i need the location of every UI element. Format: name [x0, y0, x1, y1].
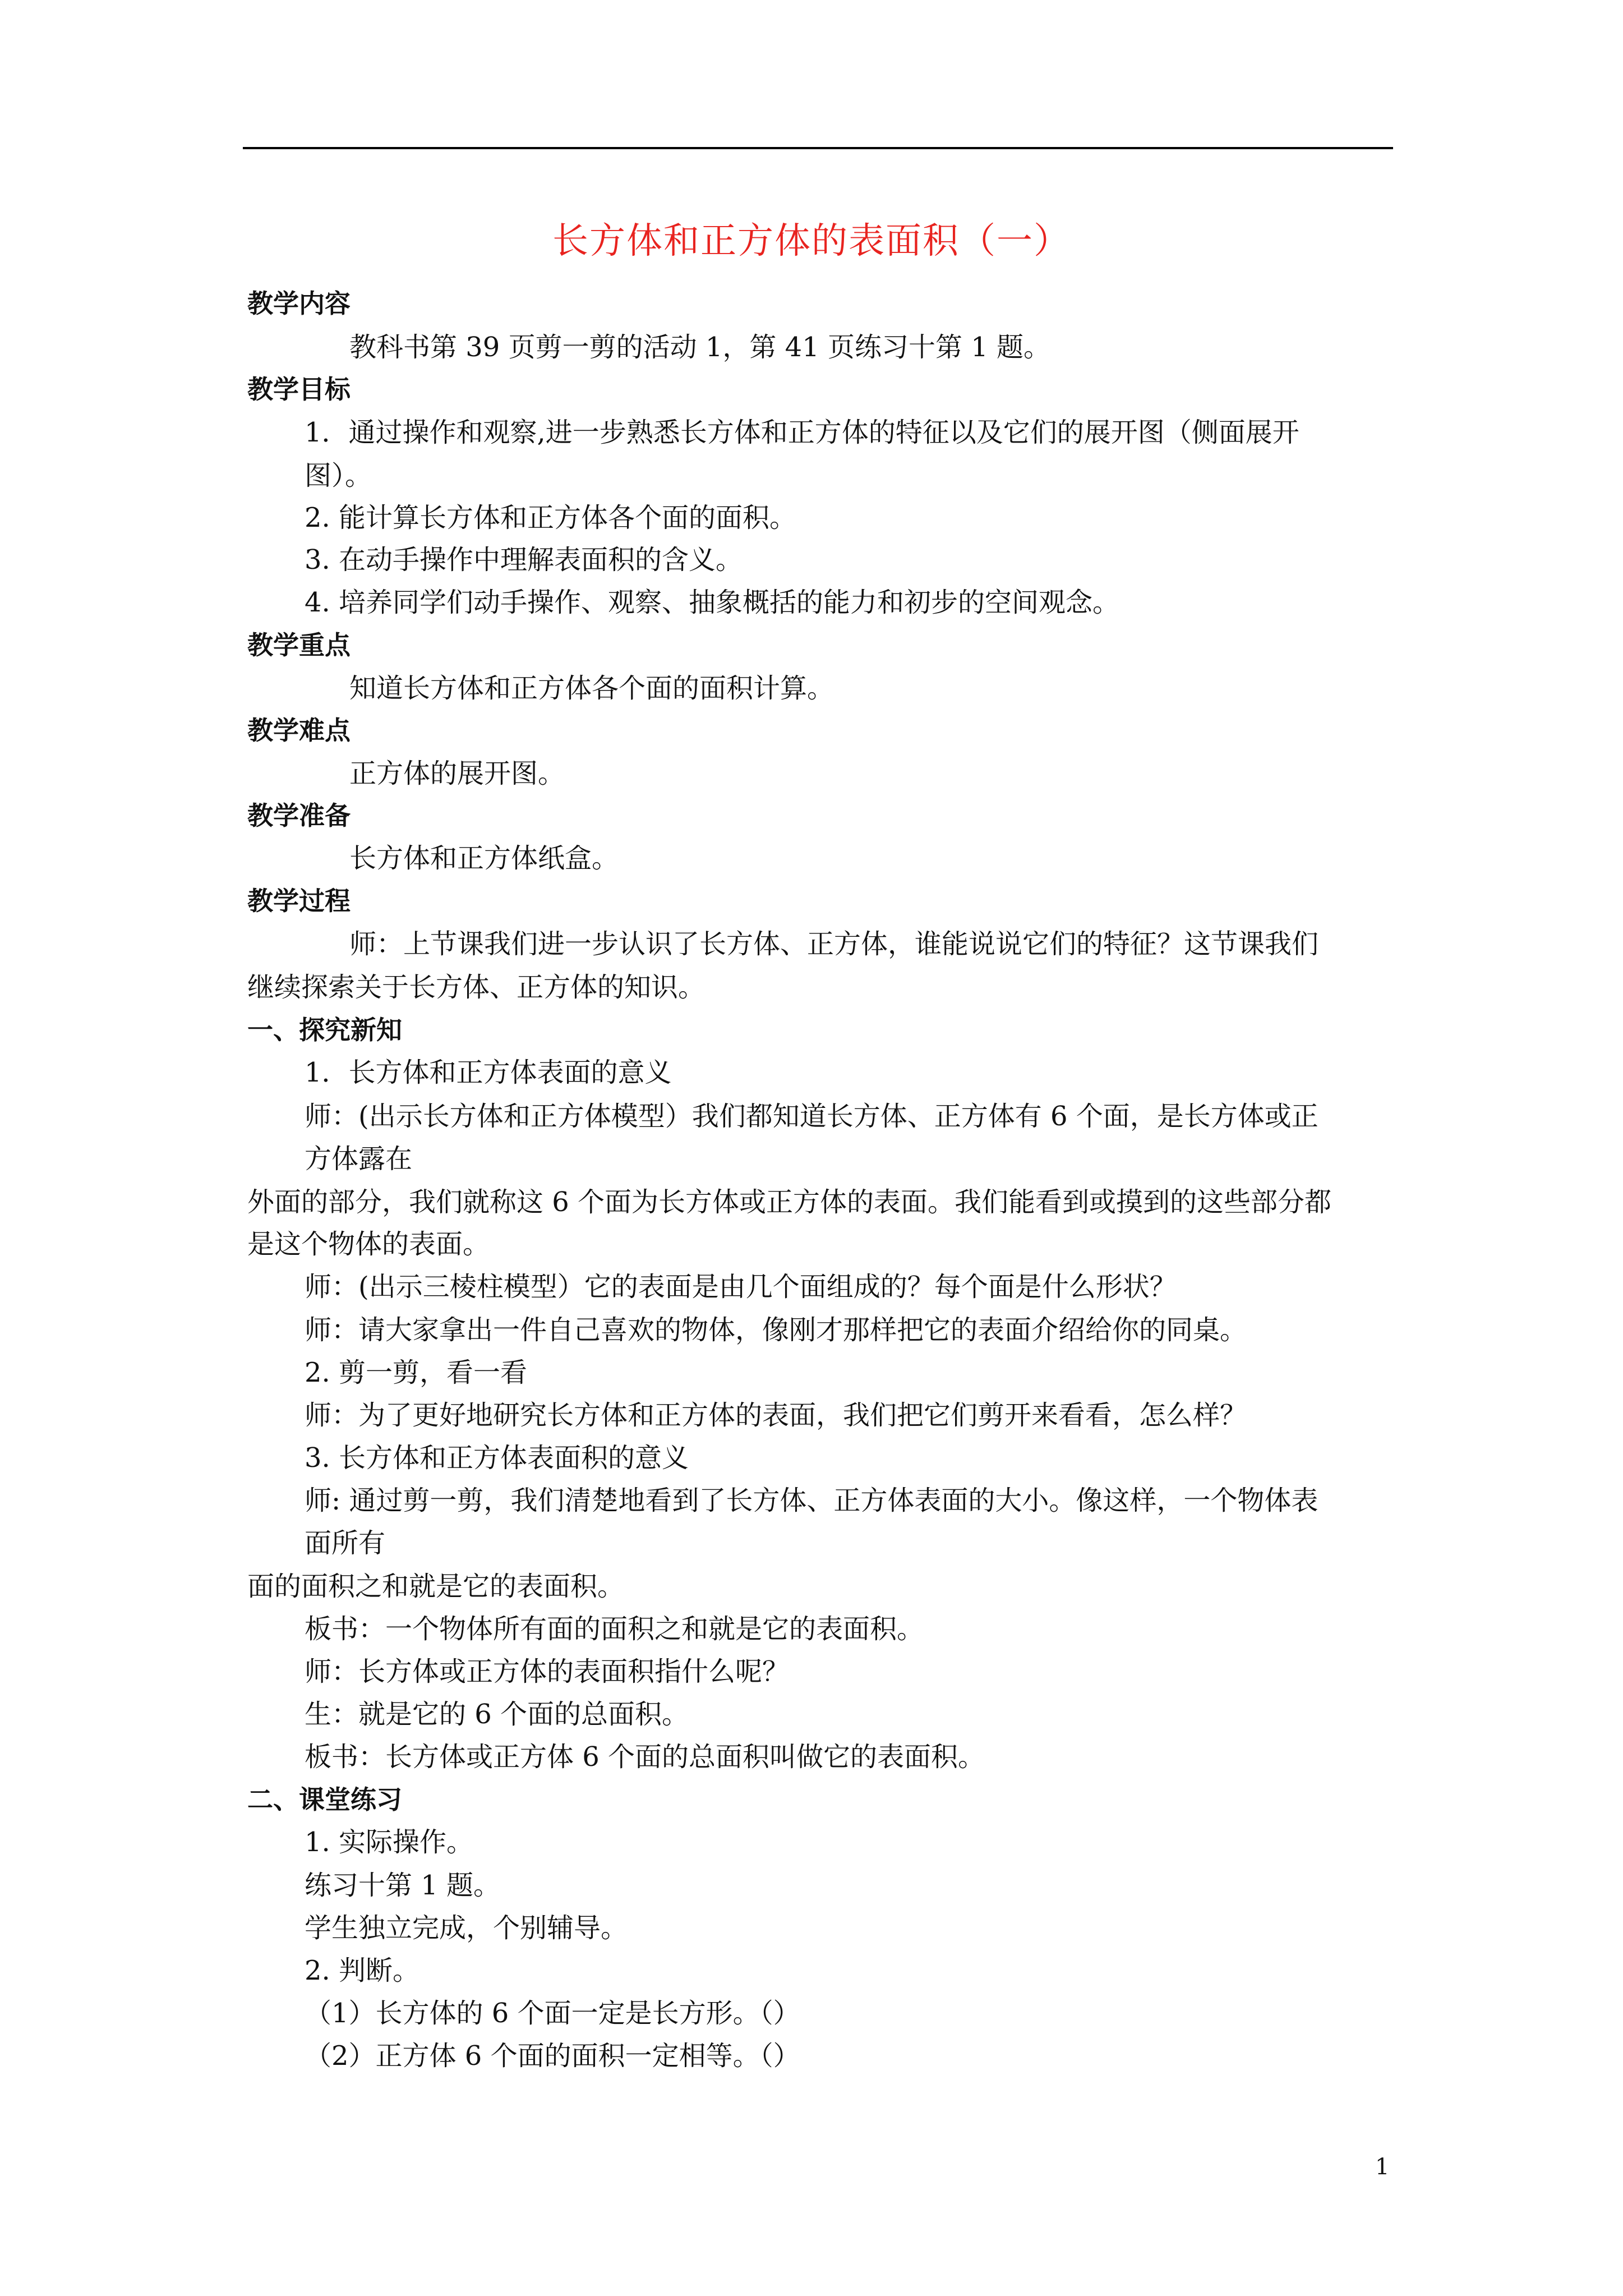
paragraph: 4. 培养同学们动手操作、观察、抽象概括的能力和初步的空间观念。 [305, 587, 1120, 618]
paragraph: 学生独立完成，个别辅导。 [305, 1912, 628, 1944]
paragraph: 继续探索关于长方体、正方体的知识。 [247, 972, 706, 1003]
paragraph: 师：请大家拿出一件自己喜欢的物体，像刚才那样把它的表面介绍给你的同桌。 [305, 1314, 1247, 1346]
paragraph: 1．通过操作和观察,进一步熟悉长方体和正方体的特征以及它们的展开图（侧面展开 [305, 417, 1299, 448]
heading-preparation: 教学准备 [247, 800, 351, 831]
paragraph: 2. 能计算长方体和正方体各个面的面积。 [305, 502, 797, 533]
paragraph: 面所有 [305, 1527, 386, 1559]
header-rule [243, 147, 1393, 149]
heading-process: 教学过程 [247, 886, 351, 916]
paragraph: 外面的部分，我们就称这 6 个面为长方体或正方体的表面。我们能看到或摸到的这些部分都 [247, 1186, 1332, 1218]
paragraph: 正方体的展开图。 [349, 758, 565, 789]
paragraph: 师：(出示长方体和正方体模型）我们都知道长方体、正方体有 6 个面，是长方体或正 [305, 1101, 1318, 1132]
paragraph: （2）正方体 6 个面的面积一定相等。（） [305, 2040, 800, 2072]
paragraph: 3. 长方体和正方体表面积的意义 [305, 1442, 689, 1474]
heading-keypoints: 教学重点 [247, 630, 351, 660]
paragraph: 长方体和正方体纸盒。 [349, 843, 619, 874]
paragraph: 图）。 [305, 460, 372, 491]
paragraph: 师：为了更好地研究长方体和正方体的表面，我们把它们剪开来看看，怎么样？ [305, 1400, 1247, 1431]
page-title: 长方体和正方体的表面积（一） [552, 220, 1071, 262]
paragraph: 师: 通过剪一剪，我们清楚地看到了长方体、正方体表面的大小。像这样，一个物体表 [305, 1485, 1318, 1516]
paragraph: 板书：一个物体所有面的面积之和就是它的表面积。 [305, 1613, 924, 1645]
heading-section-2: 二、课堂练习 [247, 1784, 402, 1815]
heading-difficulties: 教学难点 [247, 715, 351, 746]
paragraph: 3. 在动手操作中理解表面积的含义。 [305, 544, 743, 576]
paragraph: 师：长方体或正方体的表面积指什么呢？ [305, 1656, 790, 1687]
paragraph: 师：(出示三棱柱模型）它的表面是由几个面组成的？每个面是什么形状？ [305, 1271, 1177, 1303]
paragraph: 生：就是它的 6 个面的总面积。 [305, 1699, 689, 1730]
paragraph: 1. 实际操作。 [305, 1826, 474, 1858]
page-number: 1 [1375, 2154, 1390, 2180]
paragraph: 师：上节课我们进一步认识了长方体、正方体，谁能说说它们的特征？这节课我们 [349, 928, 1319, 960]
paragraph: 2. 判断。 [305, 1955, 420, 1986]
paragraph: 练习十第 1 题。 [305, 1870, 501, 1901]
paragraph: 教科书第 39 页剪一剪的活动 1，第 41 页练习十第 1 题。 [349, 332, 1051, 363]
heading-section-1: 一、探究新知 [247, 1015, 402, 1045]
paragraph: 2. 剪一剪，看一看 [305, 1357, 528, 1388]
paragraph: 板书：长方体或正方体 6 个面的总面积叫做它的表面积。 [305, 1741, 985, 1773]
paragraph: （1）长方体的 6 个面一定是长方形。（） [305, 1998, 800, 2029]
paragraph: 是这个物体的表面。 [247, 1228, 490, 1260]
heading-content: 教学内容 [247, 288, 351, 319]
paragraph: 知道长方体和正方体各个面的面积计算。 [349, 673, 834, 704]
paragraph: 方体露在 [305, 1143, 413, 1175]
heading-objectives: 教学目标 [247, 374, 351, 404]
paragraph: 面的面积之和就是它的表面积。 [247, 1571, 625, 1602]
paragraph: 1．长方体和正方体表面的意义 [305, 1057, 672, 1088]
